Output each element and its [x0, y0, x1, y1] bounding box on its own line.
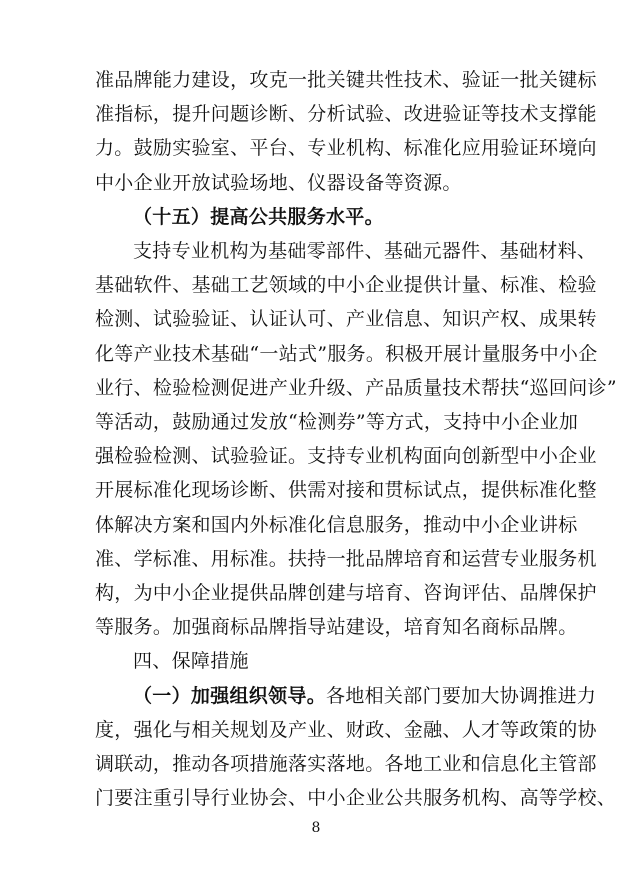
text-line: 构，为中小企业提供品牌创建与培育、咨询评估、品牌保护 — [95, 582, 597, 604]
text-line: 准、学标准、用标准。扶持一批品牌培育和运营专业服务机 — [95, 548, 597, 570]
text-line: 化等产业技术基础“一站式”服务。积极开展计量服务中小企 — [95, 343, 598, 365]
text-line: 检测、试验验证、认证认可、产业信息、知识产权、成果转 — [95, 308, 597, 330]
page-number: 8 — [311, 820, 321, 836]
text-line: 等服务。加强商标品牌指导站建设，培育知名商标品牌。 — [95, 616, 578, 638]
text-line: 准品牌能力建设，攻克一批关键共性技术、验证一批关键标 — [95, 69, 597, 91]
paragraph-first-line — [133, 678, 597, 714]
section-heading-4: 四、保障措施 — [133, 650, 249, 672]
text-run: 各地相关部门要加大协调推进力 — [326, 685, 597, 707]
text-line: 力。鼓励实验室、平台、专业机构、标准化应用验证环境向 — [95, 137, 597, 159]
subsection-heading-1: （一）加强组织领导。 — [133, 685, 327, 707]
text-line: 开展标准化现场诊断、供需对接和贯标试点，提供标准化整 — [95, 479, 597, 501]
paragraph-first-line: 支持专业机构为基础零部件、基础元器件、基础材料、 — [133, 240, 597, 262]
text-line: 体解决方案和国内外标准化信息服务，推动中小企业讲标 — [95, 514, 578, 536]
text-line: 业行、检验检测促进产业升级、产品质量技术帮扶“巡回问诊” — [95, 377, 617, 399]
text-line: 中小企业开放试验场地、仪器设备等资源。 — [95, 172, 462, 194]
section-heading-15: （十五）提高公共服务水平。 — [133, 206, 384, 228]
text-line: 强检验检测、试验验证。支持专业机构面向创新型中小企业 — [95, 445, 597, 467]
text-line: 调联动，推动各项措施落实落地。各地工业和信息化主管部 — [95, 753, 597, 775]
text-line: 等活动，鼓励通过发放“检测券”等方式，支持中小企业加 — [95, 411, 579, 433]
text-line: 门要注重引导行业协会、中小企业公共服务机构、高等学校、 — [95, 787, 617, 809]
text-line: 度，强化与相关规划及产业、财政、金融、人才等政策的协 — [95, 719, 597, 741]
text-line: 基础软件、基础工艺领域的中小企业提供计量、标准、检验 — [95, 274, 597, 296]
text-line: 准指标，提升问题诊断、分析试验、改进验证等技术支撑能 — [95, 103, 597, 125]
